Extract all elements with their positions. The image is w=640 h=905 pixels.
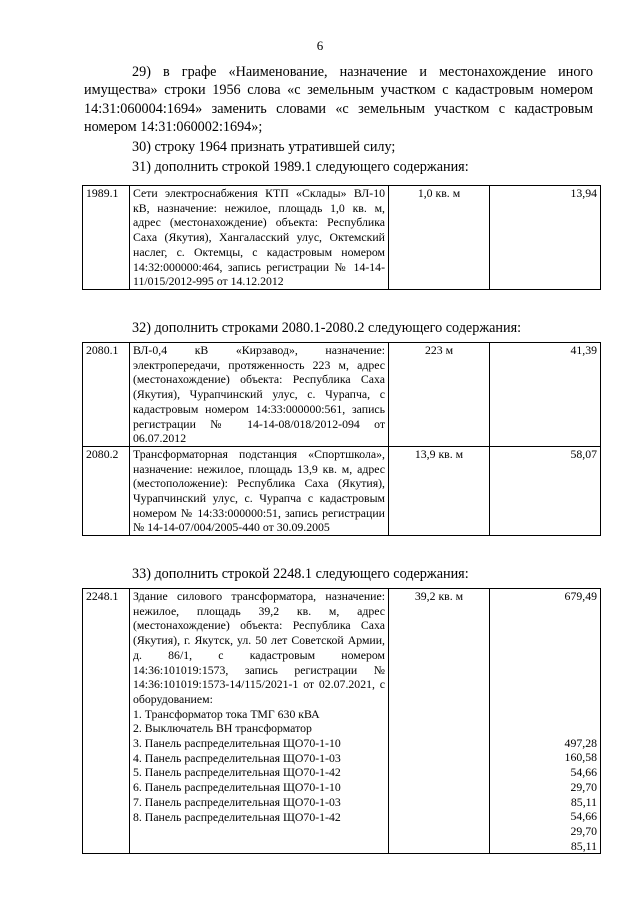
equipment-value: 160,58 [564,750,597,765]
row-value: 13,94 [490,186,601,290]
equipment-list [133,707,385,825]
table-rows-2080 [82,342,601,536]
row-value: 679,49 [564,589,597,603]
row-number: 2080.2 [83,446,130,535]
page-number: 6 [316,38,324,53]
row-area: 223 м [389,343,490,447]
equipment-value: 54,66 [570,765,597,780]
paragraph-31: 31) дополнить строкой 1989.1 следующего содержания: [132,159,469,175]
paragraph-32: 32) дополнить строками 2080.1-2080.2 следующего содержания: [132,320,522,336]
row-value: 41,39 [490,343,601,447]
row-area: 1,0 кв. м [389,186,490,290]
table-row [83,446,601,535]
equipment-item: 7. Панель распределительная ЩО70-1-03 [133,794,341,809]
equipment-item: 1. Трансформатор тока ТМГ 630 кВА [133,706,320,721]
row-number: 2080.1 [83,343,130,447]
equipment-values [493,736,597,854]
equipment-item: 3. Панель распределительная ЩО70-1-10 [133,736,341,751]
row-area: 39,2 кв. м [389,589,490,854]
row-number: 2248.1 [83,589,130,854]
equipment-value: 29,70 [570,823,597,838]
table-row-2248-1 [82,588,601,854]
equipment-item: 2. Выключатель ВН трансформатор [133,721,312,736]
equipment-value: 85,11 [570,838,597,853]
value-spacer [493,604,597,736]
paragraph-29: 29) в графе «Наименование, назначение и местонахождение иного имущества» строки 1956 слова «с земельным участком с кадастровым номером 14:31:060004:1694» заменить словами «с земельным участком с кадастровым номером 14:31:060002:1694»; [84,64,593,136]
table-row [83,589,601,854]
row-area: 13,9 кв. м [389,446,490,535]
row-description: Здание силового трансформатора, назначение: нежилое, площадь 39,2 кв. м, адрес (местонахождение) объекта: Республика Саха (Якутия), г. Якутск, ул. 50 лет Советской Армии, д. 86/1, с кадастровым номером 14:36:101019:1573, запись регистрации № 14:36:101019:1573-14/115/2021-1 от 02.07.2021, с оборудованием: [133,589,385,706]
equipment-value: 497,28 [564,735,597,750]
equipment-item: 5. Панель распределительная ЩО70-1-42 [133,765,341,780]
table-row-1989-1 [82,185,601,290]
table-row [83,186,601,290]
row-value-cell [490,589,601,854]
equipment-value: 54,66 [570,809,597,824]
paragraph-33: 33) дополнить строкой 2248.1 следующего содержания: [132,566,469,582]
row-value: 58,07 [490,446,601,535]
equipment-item: 4. Панель распределительная ЩО70-1-03 [133,750,341,765]
equipment-item: 6. Панель распределительная ЩО70-1-10 [133,780,341,795]
row-description: ВЛ-0,4 кВ «Кирзавод», назначение: электропередачи, протяженность 223 м, адрес (местонахождение) объекта: Республика Саха (Якутия), Чурапчинский улус, с. Чурапча, с кадастровым номером 14:33:000000:561, запись регистрации № 14-14-08/018/2012-094 от 06.07.2012 [130,343,389,447]
row-number: 1989.1 [83,186,130,290]
equipment-value: 29,70 [570,779,597,794]
table-row [83,343,601,447]
equipment-value: 85,11 [570,794,597,809]
row-description: Сети электроснабжения КТП «Склады» ВЛ-10 кВ, назначение: нежилое, площадь 1,0 кв. м, адрес (местонахождение) объекта: Республика Саха (Якутия), Хангаласский улус, Октемский наслег, с. Октемцы, с кадастровым номером 14:32:000000:464, запись регистрации № 14-14-11/015/2012-995 от 14.12.2012 [130,186,389,290]
row-description: Трансформаторная подстанция «Спортшкола», назначение: нежилое, площадь 13,9 кв. м, адрес (местоположение): Республика Саха (Якутия), Чурапчинский улус, с. Чурапча с кадастровым номером № 14:33:000000:51, запись регистрации № 14-14-07/004/2005-440 от 30.09.2005 [130,446,389,535]
equipment-item: 8. Панель распределительная ЩО70-1-42 [133,809,341,824]
paragraph-30: 30) строку 1964 признать утратившей силу; [132,139,396,155]
row-description-cell [130,589,389,854]
